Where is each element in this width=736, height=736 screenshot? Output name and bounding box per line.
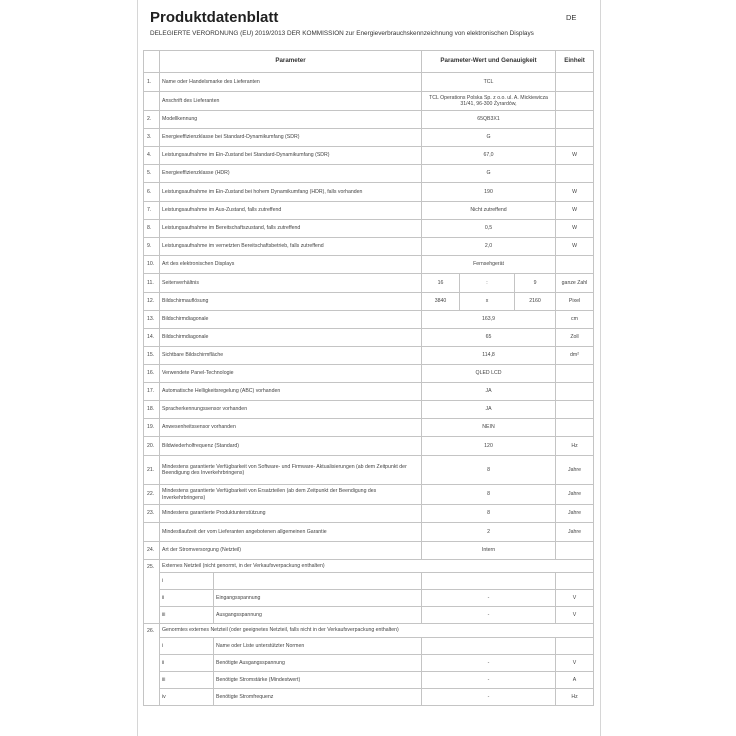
row-unit: W — [556, 220, 594, 238]
row-value: G — [422, 129, 556, 147]
row-unit: Pixel — [556, 293, 594, 311]
row-value-part-2: 2160 — [515, 293, 556, 311]
table-row — [144, 437, 594, 456]
row-parameter: Leistungsaufnahme im Aus-Zustand, falls zutreffend — [160, 202, 422, 220]
row-number: 21. — [144, 456, 160, 485]
row-number: 17. — [144, 383, 160, 401]
sub-unit: V — [556, 590, 594, 607]
language-code: DE — [566, 13, 577, 22]
row-unit — [556, 256, 594, 274]
row-value: 163,9 — [422, 311, 556, 329]
table-row — [144, 523, 594, 542]
row-value: 65QB3X1 — [422, 111, 556, 129]
row-number: 10. — [144, 256, 160, 274]
sub-label: Benötigte Stromfrequenz — [214, 689, 422, 706]
row-value: 8 — [422, 485, 556, 505]
row-parameter: Leistungsaufnahme im Ein-Zustand bei Standard-Dynamikumfang (SDR) — [160, 147, 422, 165]
row-parameter: Energieeffizienzklasse bei Standard-Dynamikumfang (SDR) — [160, 129, 422, 147]
sub-label: Benötigte Ausgangsspannung — [214, 655, 422, 672]
sub-value: - — [422, 607, 556, 624]
row-number — [144, 92, 160, 111]
row-unit: ganze Zahl — [556, 274, 594, 293]
row-number: 7. — [144, 202, 160, 220]
group-title: Externes Netzteil (nicht genormt, in der Verkaufsverpackung enthalten) — [160, 560, 594, 573]
row-number: 15. — [144, 347, 160, 365]
row-value: 8 — [422, 505, 556, 523]
row-number — [144, 523, 160, 542]
sub-unit: V — [556, 655, 594, 672]
row-value-part-1: 16 — [422, 274, 460, 293]
sub-roman: ii — [160, 655, 214, 672]
row-parameter: Anschrift des Lieferanten — [160, 92, 422, 111]
table-row — [144, 202, 594, 220]
row-unit: W — [556, 202, 594, 220]
sub-roman: ii — [160, 590, 214, 607]
sub-unit: Hz — [556, 689, 594, 706]
row-parameter: Art der Stromversorgung (Netzteil) — [160, 542, 422, 560]
row-unit: Jahre — [556, 456, 594, 485]
header-unit: Einheit — [556, 51, 594, 73]
table-row — [144, 220, 594, 238]
row-value: 8 — [422, 456, 556, 485]
row-value: 190 — [422, 183, 556, 202]
row-unit — [556, 111, 594, 129]
sub-row — [144, 607, 594, 624]
row-value-part-2: 9 — [515, 274, 556, 293]
document-subtitle: DELEGIERTE VERORDNUNG (EU) 2019/2013 DER KOMMISSION zur Energieverbrauchskennzeichnung von elektronischen Displays — [150, 30, 534, 37]
table-row — [144, 542, 594, 560]
row-parameter: Bildwiederholfrequenz (Standard) — [160, 437, 422, 456]
row-number: 8. — [144, 220, 160, 238]
table-row — [144, 419, 594, 437]
sub-value: - — [422, 655, 556, 672]
table-header-row — [144, 51, 594, 73]
table-row — [144, 92, 594, 111]
row-value: Intern — [422, 542, 556, 560]
table-row — [144, 111, 594, 129]
sub-row — [144, 590, 594, 607]
row-parameter: Mindestens garantierte Produktunterstützung — [160, 505, 422, 523]
table-row — [144, 147, 594, 165]
sub-row — [144, 573, 594, 590]
sub-roman: iii — [160, 607, 214, 624]
table-row — [144, 329, 594, 347]
row-number: 14. — [144, 329, 160, 347]
row-parameter: Mindestens garantierte Verfügbarkeit von Ersatzteilen (ab dem Zeitpunkt der Beendigung des Inverkehrbringens) — [160, 485, 422, 505]
row-number: 22. — [144, 485, 160, 505]
row-value: NEIN — [422, 419, 556, 437]
table-row — [144, 485, 594, 505]
group-title: Genormtes externes Netzteil (oder geeignetes Netzteil, falls nicht in der Verkaufsverpackung enthalten) — [160, 624, 594, 638]
row-number: 3. — [144, 129, 160, 147]
table-row — [144, 238, 594, 256]
sub-label: Eingangsspannung — [214, 590, 422, 607]
table-row — [144, 560, 594, 573]
row-value: 2,0 — [422, 238, 556, 256]
row-parameter: Art des elektronischen Displays — [160, 256, 422, 274]
row-parameter: Mindestens garantierte Verfügbarkeit von Software- und Firmware- Aktualisierungen (ab dem Zeitpunkt der Beendigung des Inverkehrbringens) — [160, 456, 422, 485]
row-number: 16. — [144, 365, 160, 383]
sub-value: - — [422, 672, 556, 689]
row-number: 19. — [144, 419, 160, 437]
row-unit: Zoll — [556, 329, 594, 347]
row-value: TCL — [422, 73, 556, 92]
row-parameter: Leistungsaufnahme im Ein-Zustand bei hohem Dynamikumfang (HDR), falls vorhanden — [160, 183, 422, 202]
row-unit: Hz — [556, 437, 594, 456]
sub-roman: i — [160, 638, 214, 655]
row-unit: Jahre — [556, 505, 594, 523]
row-parameter: Modellkennung — [160, 111, 422, 129]
sub-label: Ausgangsspannung — [214, 607, 422, 624]
table-row — [144, 456, 594, 485]
row-unit — [556, 73, 594, 92]
row-unit — [556, 165, 594, 183]
row-parameter: Automatische Helligkeitsregelung (ABC) vorhanden — [160, 383, 422, 401]
row-unit: W — [556, 238, 594, 256]
row-number: 18. — [144, 401, 160, 419]
header-value: Parameter-Wert und Genauigkeit — [422, 51, 556, 73]
row-number: 2. — [144, 111, 160, 129]
row-parameter: Energieeffizienzklasse (HDR) — [160, 165, 422, 183]
row-number: 23. — [144, 505, 160, 523]
row-parameter: Bildschirmdiagonale — [160, 311, 422, 329]
row-parameter: Name oder Handelsmarke des Lieferanten — [160, 73, 422, 92]
table-row — [144, 401, 594, 419]
sub-unit — [556, 638, 594, 655]
sub-row — [144, 638, 594, 655]
sub-row — [144, 672, 594, 689]
row-value: Nicht zutreffend — [422, 202, 556, 220]
row-parameter: Mindestlaufzeit der vom Lieferanten angebotenen allgemeinen Garantie — [160, 523, 422, 542]
sub-roman: i — [160, 573, 214, 590]
sub-label — [214, 573, 422, 590]
table-row — [144, 274, 594, 293]
table-row — [144, 129, 594, 147]
sub-value: - — [422, 689, 556, 706]
table-row — [144, 256, 594, 274]
table-row — [144, 183, 594, 202]
table-row — [144, 165, 594, 183]
row-parameter: Leistungsaufnahme im vernetzten Bereitschaftsbetrieb, falls zutreffend — [160, 238, 422, 256]
sub-label: Benötigte Stromstärke (Mindestwert) — [214, 672, 422, 689]
row-number: 12. — [144, 293, 160, 311]
row-value: 67,0 — [422, 147, 556, 165]
row-number: 9. — [144, 238, 160, 256]
row-parameter: Leistungsaufnahme im Bereitschaftszustand, falls zutreffend — [160, 220, 422, 238]
table-row — [144, 73, 594, 92]
row-number: 24. — [144, 542, 160, 560]
table-row — [144, 365, 594, 383]
sub-value — [422, 638, 556, 655]
row-value: QLED LCD — [422, 365, 556, 383]
sub-value: - — [422, 590, 556, 607]
row-parameter: Spracherkennungssensor vorhanden — [160, 401, 422, 419]
sub-roman: iii — [160, 672, 214, 689]
sub-row — [144, 655, 594, 672]
row-parameter: Anwesenheitssensor vorhanden — [160, 419, 422, 437]
row-unit: W — [556, 147, 594, 165]
row-value-separator: : — [460, 274, 515, 293]
table-row — [144, 624, 594, 638]
table-row — [144, 293, 594, 311]
row-unit — [556, 419, 594, 437]
row-number: 4. — [144, 147, 160, 165]
row-number: 5. — [144, 165, 160, 183]
datasheet-table — [143, 50, 594, 706]
product-datasheet — [137, 0, 601, 736]
row-number: 11. — [144, 274, 160, 293]
row-number: 25. — [144, 560, 160, 624]
row-value: Fernsehgerät — [422, 256, 556, 274]
row-unit — [556, 129, 594, 147]
row-unit: dm² — [556, 347, 594, 365]
sub-unit — [556, 573, 594, 590]
row-value-separator: x — [460, 293, 515, 311]
table-row — [144, 383, 594, 401]
row-value: 0,5 — [422, 220, 556, 238]
row-value: TCL Operations Polska Sp. z o.o. ul. A. Mickiewicza 31/41, 96-300 Żyrardów, — [422, 92, 556, 111]
sub-roman: iv — [160, 689, 214, 706]
row-parameter: Sichtbare Bildschirmfläche — [160, 347, 422, 365]
row-number: 1. — [144, 73, 160, 92]
table-row — [144, 347, 594, 365]
row-value: 65 — [422, 329, 556, 347]
row-number: 13. — [144, 311, 160, 329]
row-parameter: Seitenverhältnis — [160, 274, 422, 293]
row-value: 114,8 — [422, 347, 556, 365]
sub-unit: V — [556, 607, 594, 624]
row-unit — [556, 92, 594, 111]
row-parameter: Bildschirmauflösung — [160, 293, 422, 311]
row-unit — [556, 383, 594, 401]
row-unit: Jahre — [556, 523, 594, 542]
row-parameter: Verwendete Panel-Technologie — [160, 365, 422, 383]
row-value: JA — [422, 401, 556, 419]
sub-unit: A — [556, 672, 594, 689]
row-number: 6. — [144, 183, 160, 202]
sub-row — [144, 689, 594, 706]
table-row — [144, 505, 594, 523]
header-number — [144, 51, 160, 73]
document-title: Produktdatenblatt — [150, 9, 279, 26]
row-value: 2 — [422, 523, 556, 542]
row-number: 20. — [144, 437, 160, 456]
row-value: 120 — [422, 437, 556, 456]
sub-label: Name oder Liste unterstützter Normen — [214, 638, 422, 655]
row-unit: W — [556, 183, 594, 202]
row-unit — [556, 365, 594, 383]
row-value: JA — [422, 383, 556, 401]
row-number: 26. — [144, 624, 160, 706]
row-unit: cm — [556, 311, 594, 329]
row-unit: Jahre — [556, 485, 594, 505]
row-unit — [556, 401, 594, 419]
row-value: G — [422, 165, 556, 183]
row-parameter: Bildschirmdiagonale — [160, 329, 422, 347]
table-row — [144, 311, 594, 329]
sub-value — [422, 573, 556, 590]
row-value-part-1: 3840 — [422, 293, 460, 311]
row-unit — [556, 542, 594, 560]
header-parameter: Parameter — [160, 51, 422, 73]
